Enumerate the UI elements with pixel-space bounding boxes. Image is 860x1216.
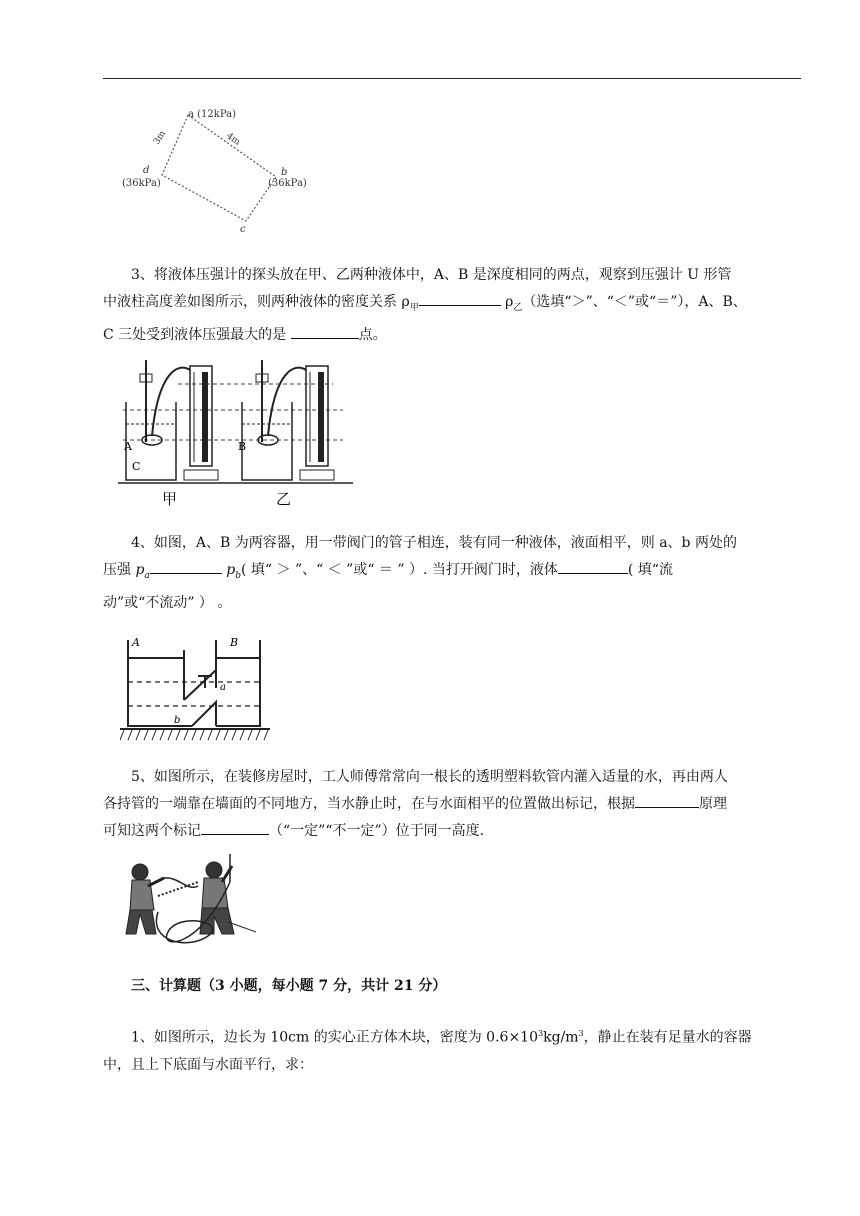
pb-subscript: b	[235, 570, 241, 581]
q5-line3-start: 可知这两个标记	[103, 823, 201, 839]
q4-line2-mid: ( 填“ ＞ ”、“ ＜ ”或“ ＝ ” ）. 当打开阀门时，液体	[240, 562, 558, 578]
question-5	[103, 764, 801, 845]
exponent-3: 3	[538, 1029, 544, 1038]
section-3-heading: 三、计算题（3 小题，每小题 7 分，共计 21 分）	[131, 978, 447, 994]
point-b-label: b	[174, 715, 181, 726]
calc1-line2: 中，且上下底面与水面平行，求：	[103, 1056, 313, 1073]
q4-line2-end: ( 填“流	[627, 562, 673, 578]
q3-line3-end: 点。	[358, 326, 387, 343]
point-b-value: (36kPa)	[268, 178, 307, 189]
point-a-label: a (12kPa)	[188, 109, 236, 120]
q4-flow-blank[interactable]	[558, 559, 628, 574]
q4-line3: 动”或“不流动” ） 。	[103, 594, 232, 611]
side-ab-label: 4m	[224, 131, 242, 148]
q4-line2-start: 压强	[103, 562, 136, 578]
q5-principle-blank[interactable]	[635, 793, 699, 808]
pressure-gauge-diagram	[118, 352, 358, 512]
q3-point-blank[interactable]	[291, 324, 359, 339]
label-jia: 甲	[162, 490, 178, 508]
q3-line3-start: C 三处受到液体压强最大的是	[103, 326, 291, 343]
dotted-quadrilateral	[162, 115, 276, 221]
question-3	[103, 262, 801, 349]
point-C-label: C	[132, 460, 141, 473]
side-ad-label: 3m	[152, 129, 169, 147]
pressure-points-diagram	[118, 105, 328, 235]
point-d-value: (36kPa)	[122, 178, 161, 189]
point-b-label: b	[281, 167, 288, 178]
point-B-label: B	[238, 440, 247, 453]
connected-containers-diagram	[120, 630, 270, 742]
label-yi: 乙	[276, 490, 292, 508]
point-c-label: c	[240, 224, 246, 235]
q4-pressure-blank[interactable]	[150, 559, 222, 574]
q3-line2-end: （选填“＞”、“＜”或“＝”），A、B、	[522, 294, 747, 310]
question-4	[103, 530, 801, 617]
pb-symbol: p	[226, 562, 236, 578]
subscript-yi: 乙	[513, 302, 523, 313]
rho-symbol: ρ	[505, 294, 514, 310]
q3-line2-start: 中液柱高度差如图所示，则两种液体的密度关系 ρ	[103, 294, 410, 310]
point-a-label: a	[220, 682, 226, 693]
point-A-label: A	[124, 440, 132, 453]
q4-line1: 4、如图，A、B 为两容器，用一带阀门的管子相连，装有同一种液体，液面相平，则 a、b 两处的	[131, 535, 737, 551]
calc1-line1-end: ，静止在装有足量水的容器	[583, 1029, 752, 1046]
q5-line2-start: 各持管的一端靠在墙面的不同地方，当水静止时，在与水面相平的位置做出标记，根据	[103, 796, 635, 812]
q3-line1: 3、将液体压强计的探头放在甲、乙两种液体中，A、B 是深度相同的两点，观察到压强计 U 形管	[131, 267, 732, 283]
pa-symbol: p	[135, 562, 145, 578]
density-unit: kg/m	[543, 1029, 579, 1046]
q5-height-blank[interactable]	[201, 820, 269, 835]
q5-line2-end: 原理	[699, 796, 727, 812]
beaker-yi	[242, 360, 334, 480]
container-B-label: B	[230, 636, 239, 649]
calc1-line1-start: 1、如图所示，边长为 10cm 的实心正方体木块，密度为 0.6×10	[131, 1029, 538, 1046]
header-rule	[103, 78, 801, 79]
calculation-question-1	[103, 1020, 801, 1079]
container-A-label: A	[132, 636, 140, 649]
q5-line3-end: （“一定”“不一定”）位于同一高度.	[269, 823, 485, 839]
pa-subscript: a	[144, 570, 150, 581]
q5-line1: 5、如图所示，在装修房屋时，工人师傅常常向一根长的透明塑料软管内灌入适量的水，再由两人	[131, 769, 728, 785]
q3-density-blank[interactable]	[419, 291, 501, 306]
workers-hose-illustration	[118, 852, 258, 952]
point-d-label: d	[143, 165, 150, 176]
unit-exponent-3: 3	[578, 1029, 584, 1038]
subscript-jia: 甲	[409, 302, 419, 313]
